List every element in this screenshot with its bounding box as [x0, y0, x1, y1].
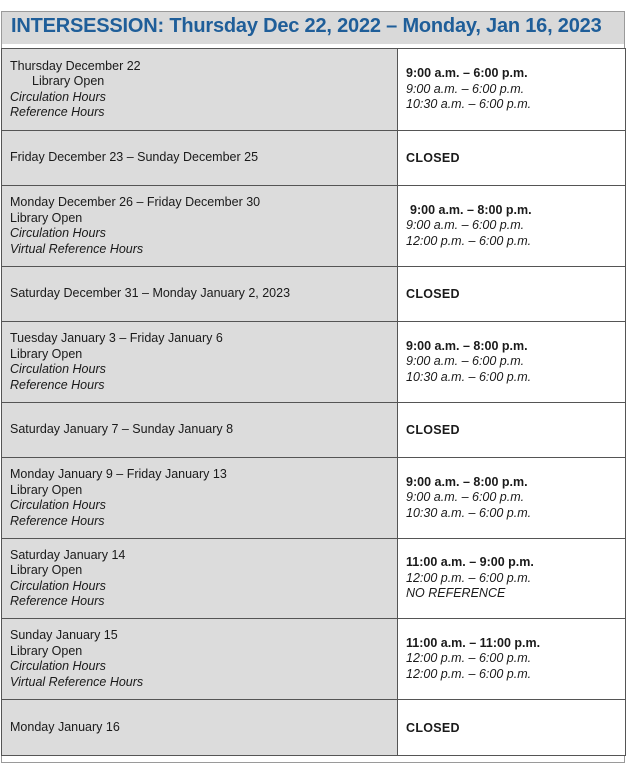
row-dates: Monday January 9 – Friday January 13 — [10, 467, 227, 481]
reference-label: Reference Hours — [10, 594, 105, 608]
date-cell — [2, 267, 398, 322]
library-hours: 11:00 a.m. – 11:00 p.m. — [406, 635, 541, 650]
circulation-hours: 12:00 p.m. – 6:00 p.m. — [406, 570, 532, 585]
reference-hours: 12:00 p.m. – 6:00 p.m. — [406, 666, 532, 681]
date-cell — [2, 131, 398, 186]
reference-label: Virtual Reference Hours — [10, 674, 144, 689]
row-dates: Saturday December 31 – Monday January 2, 2023 — [10, 286, 291, 301]
library-hours: 11:00 a.m. – 9:00 p.m. — [406, 555, 534, 570]
table-row — [2, 700, 626, 756]
circulation-label: Circulation Hours — [10, 362, 106, 376]
row-dates: Thursday December 22 — [10, 58, 141, 73]
reference-label: Reference Hours — [10, 377, 105, 392]
hours-cell — [398, 700, 626, 756]
row-dates: Saturday January 7 – Sunday January 8 — [10, 422, 234, 437]
reference-hours: NO REFERENCE — [406, 586, 506, 601]
row-dates: Saturday January 14 — [10, 547, 126, 562]
library-open-label: Library Open — [32, 74, 105, 88]
hours-cell — [398, 539, 626, 619]
row-dates: Tuesday January 3 – Friday January 6 — [10, 331, 223, 345]
library-open-label: Library Open — [10, 643, 83, 658]
date-cell — [2, 403, 398, 458]
title-bar — [2, 12, 624, 46]
circulation-label: Circulation Hours — [10, 89, 106, 104]
library-hours: 9:00 a.m. – 8:00 p.m. — [406, 474, 528, 489]
reference-hours: 12:00 p.m. – 6:00 p.m. — [406, 233, 532, 248]
page-title: INTERSESSION: Thursday Dec 22, 2022 – Monday, Jan 16, 2023 — [11, 15, 602, 37]
closed-status: CLOSED — [406, 423, 460, 437]
closed-status: CLOSED — [406, 151, 460, 165]
table-row — [2, 619, 626, 700]
closed-status: CLOSED — [406, 287, 460, 301]
row-dates: Monday December 26 – Friday December 30 — [10, 195, 261, 209]
date-cell — [2, 186, 398, 267]
circulation-label: Circulation Hours — [10, 659, 106, 673]
circulation-hours: 9:00 a.m. – 6:00 p.m. — [406, 81, 525, 96]
library-open-label: Library Open — [10, 210, 83, 225]
library-hours: 9:00 a.m. – 8:00 p.m. — [410, 202, 532, 217]
reference-hours: 10:30 a.m. – 6:00 p.m. — [406, 97, 532, 112]
hours-cell — [398, 49, 626, 131]
library-open-label: Library Open — [10, 563, 83, 577]
row-dates: Sunday January 15 — [10, 628, 118, 642]
reference-hours: 10:30 a.m. – 6:00 p.m. — [406, 505, 532, 520]
closed-status: CLOSED — [406, 720, 460, 735]
table-row — [2, 186, 626, 267]
library-open-label: Library Open — [10, 346, 83, 361]
reference-hours: 10:30 a.m. – 6:00 p.m. — [406, 369, 532, 384]
schedule-table — [1, 48, 626, 756]
library-open-label: Library Open — [10, 482, 83, 497]
table-row — [2, 403, 626, 458]
hours-cell — [398, 267, 626, 322]
row-dates: Friday December 23 – Sunday December 25 — [10, 150, 259, 165]
table-row — [2, 49, 626, 131]
date-cell — [2, 539, 398, 619]
table-row — [2, 131, 626, 186]
table-row — [2, 267, 626, 322]
circulation-hours: 9:00 a.m. – 6:00 p.m. — [406, 354, 525, 369]
hours-cell — [398, 403, 626, 458]
reference-label: Reference Hours — [10, 105, 105, 119]
date-cell — [2, 700, 398, 756]
hours-cell — [398, 458, 626, 539]
date-cell — [2, 49, 398, 131]
hours-cell — [398, 322, 626, 403]
hours-cell — [398, 619, 626, 700]
library-hours: 9:00 a.m. – 6:00 p.m. — [406, 66, 528, 81]
date-cell — [2, 458, 398, 539]
circulation-hours: 9:00 a.m. – 6:00 p.m. — [406, 490, 525, 505]
table-row — [2, 458, 626, 539]
circulation-hours: 9:00 a.m. – 6:00 p.m. — [406, 218, 525, 233]
reference-label: Virtual Reference Hours — [10, 241, 144, 256]
reference-label: Reference Hours — [10, 513, 105, 528]
circulation-label: Circulation Hours — [10, 226, 106, 240]
table-row — [2, 322, 626, 403]
hours-cell — [398, 186, 626, 267]
date-cell — [2, 619, 398, 700]
table-row — [2, 539, 626, 619]
row-dates: Monday January 16 — [10, 719, 120, 734]
library-hours: 9:00 a.m. – 8:00 p.m. — [406, 338, 528, 353]
circulation-label: Circulation Hours — [10, 578, 106, 593]
date-cell — [2, 322, 398, 403]
hours-cell — [398, 131, 626, 186]
circulation-hours: 12:00 p.m. – 6:00 p.m. — [406, 651, 532, 666]
circulation-label: Circulation Hours — [10, 498, 106, 512]
